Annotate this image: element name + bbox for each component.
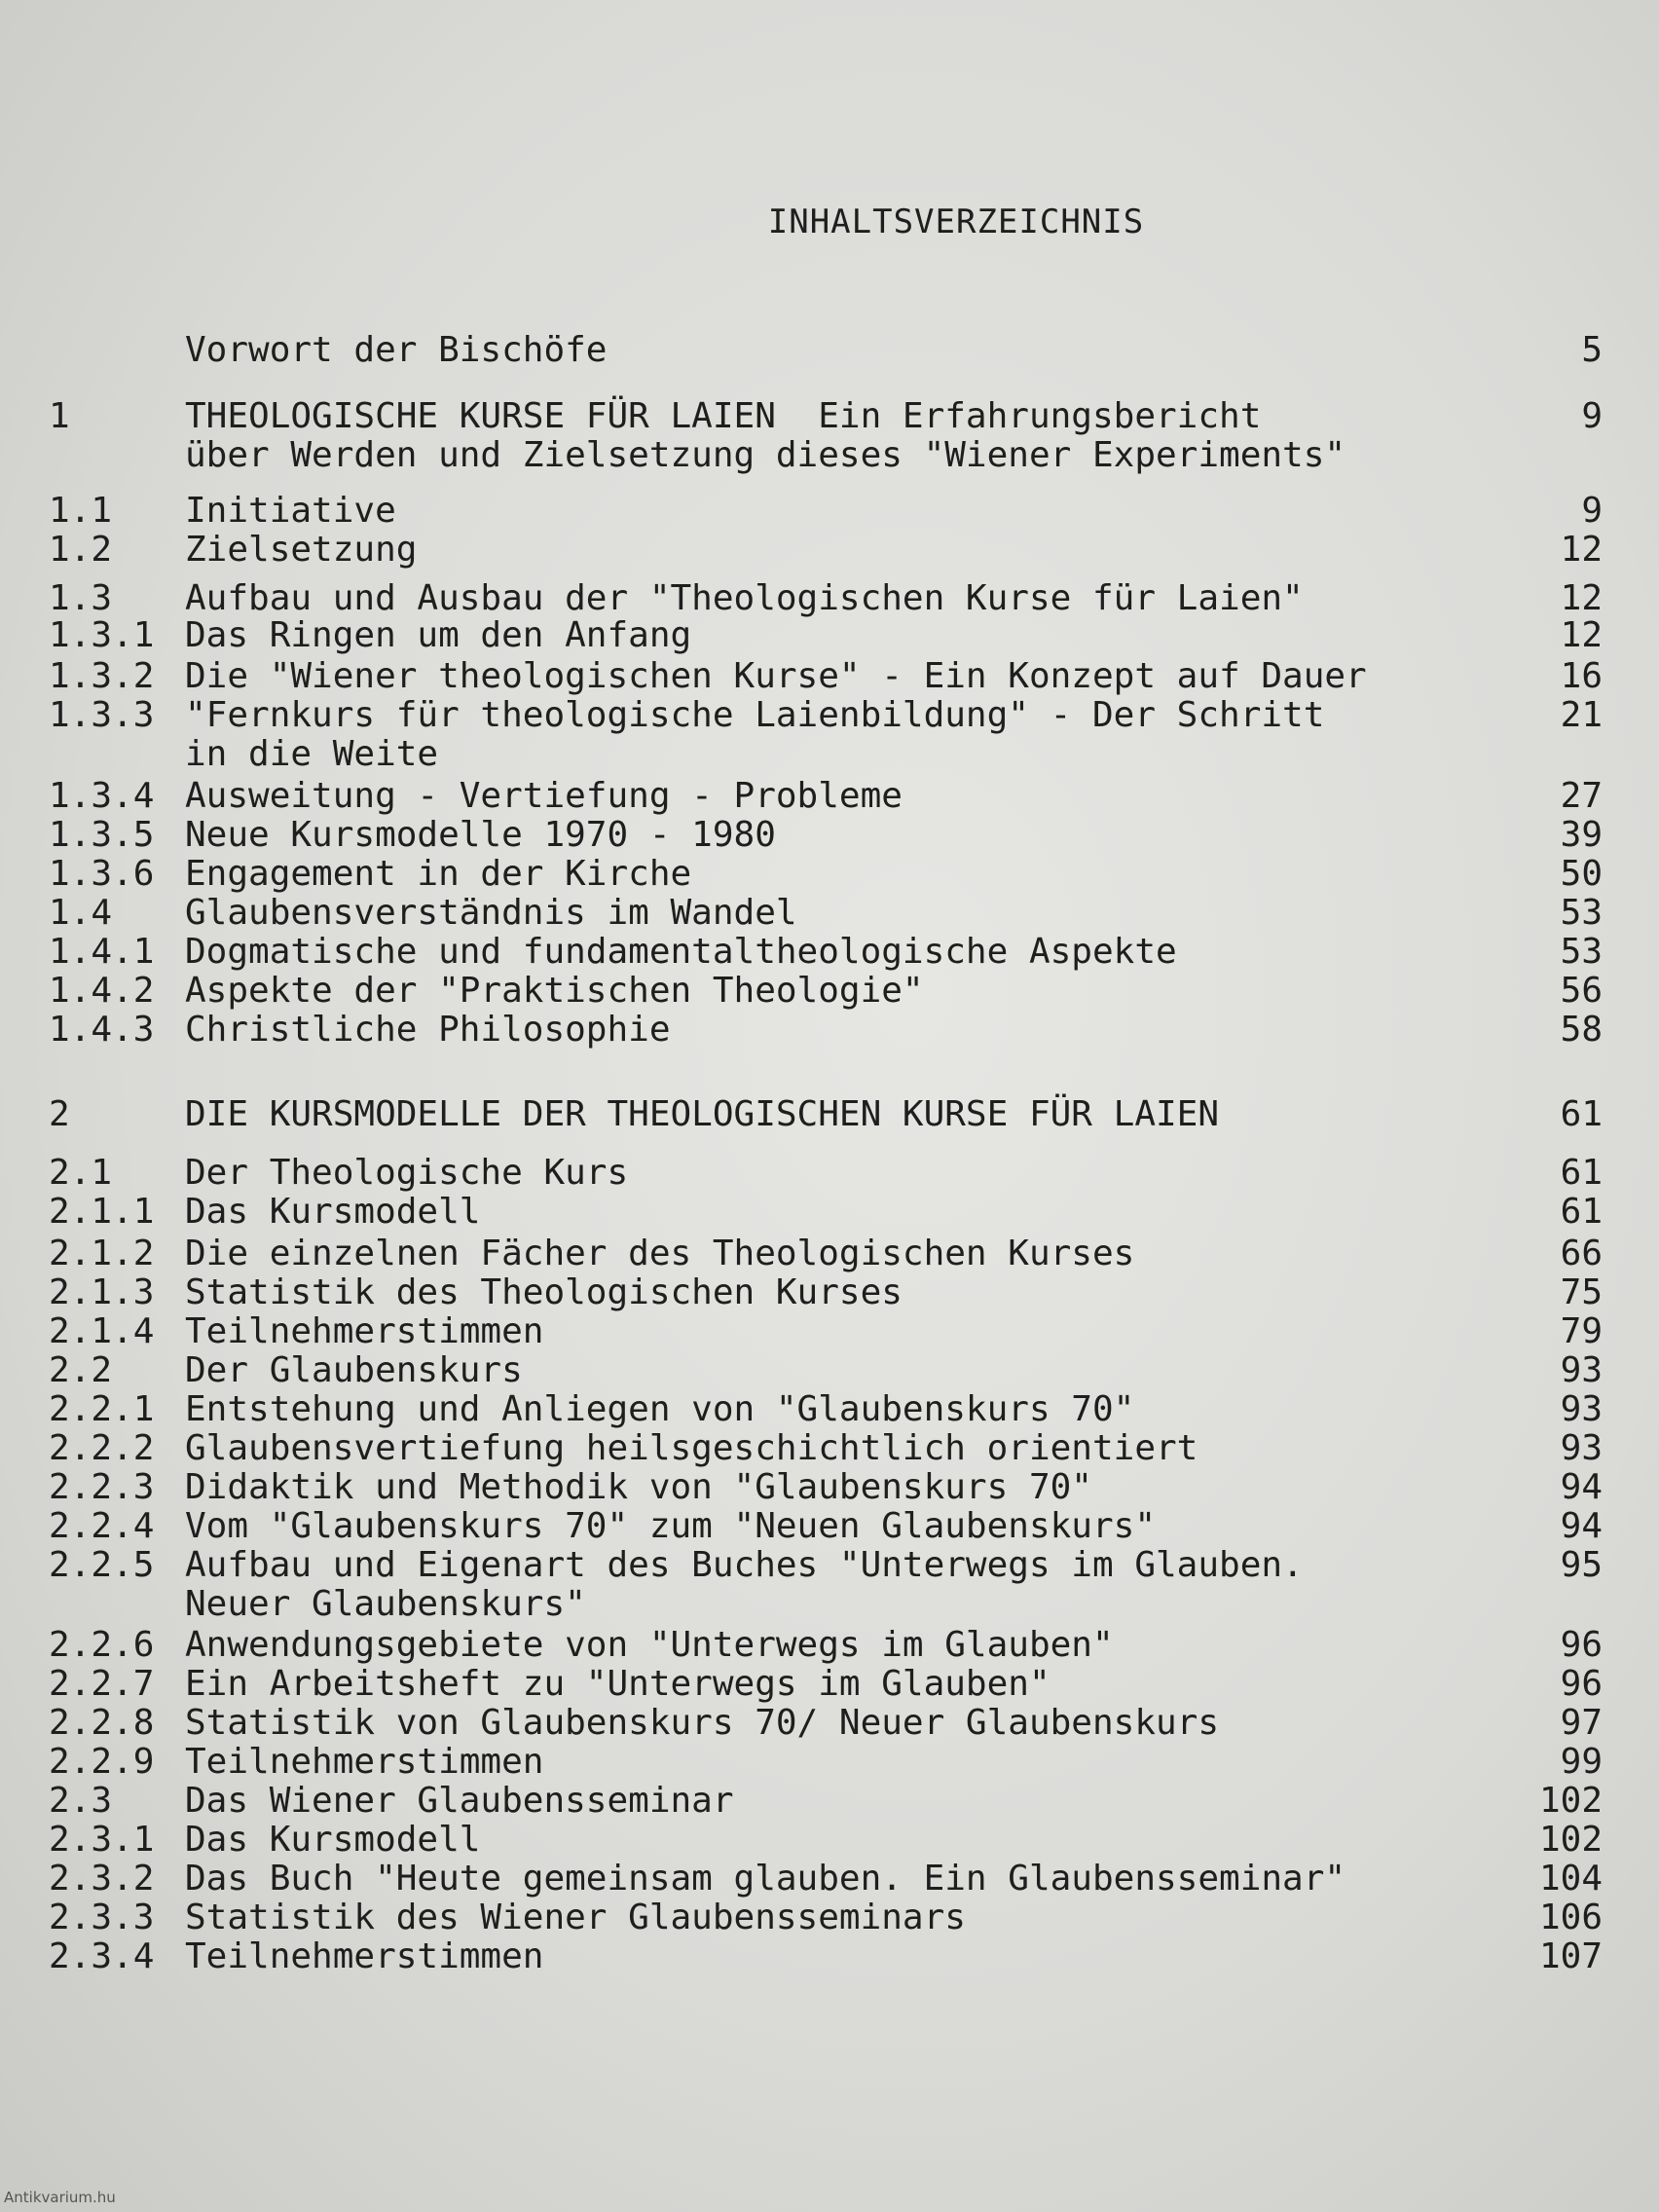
toc-entry-page: 107 <box>1538 1936 1603 1976</box>
toc-entry-title: Statistik des Wiener Glaubensseminars <box>185 1898 966 1937</box>
toc-entry-number: 2.2.2 <box>49 1428 155 1468</box>
toc-entry-page: 96 <box>1560 1664 1603 1704</box>
toc-entry-page: 21 <box>1560 695 1603 735</box>
toc-entry-title: Teilnehmerstimmen <box>185 1936 544 1976</box>
toc-entry-number: 1.1 <box>49 491 113 531</box>
toc-entry-title: Das Kursmodell <box>185 1192 481 1232</box>
toc-entry-page: 61 <box>1560 1094 1603 1134</box>
toc-entry-number: 2.1 <box>49 1153 113 1193</box>
toc-entry-number: 2.1.4 <box>49 1311 155 1351</box>
toc-entry-title: DIE KURSMODELLE DER THEOLOGISCHEN KURSE FÜR LAIEN <box>185 1094 1220 1134</box>
toc-entry-page: 39 <box>1560 815 1603 855</box>
toc-entry-title: Ausweitung - Vertiefung - Probleme <box>185 776 903 816</box>
toc-entry-page: 95 <box>1560 1545 1603 1585</box>
toc-entry-title: "Fernkurs für theologische Laienbildung" - Der Schritt in die Weite <box>185 695 1325 774</box>
toc-entry-page: 93 <box>1560 1350 1603 1390</box>
toc-entry-title: THEOLOGISCHE KURSE FÜR LAIEN Ein Erfahrungsbericht über Werden und Zielsetzung dieses "Wiener Experiments" <box>185 396 1346 475</box>
toc-entry-number: 1.4.1 <box>49 932 155 972</box>
toc-entry-page: 93 <box>1560 1389 1603 1429</box>
toc-entry-page: 53 <box>1560 932 1603 972</box>
toc-entry-page: 79 <box>1560 1311 1603 1351</box>
toc-entry-number: 1 <box>49 396 70 436</box>
toc-entry-title: Die einzelnen Fächer des Theologischen Kurses <box>185 1234 1135 1273</box>
toc-entry-page: 58 <box>1560 1010 1603 1050</box>
toc-entry-title: Aspekte der "Praktischen Theologie" <box>185 971 924 1011</box>
toc-entry-number: 1.3.4 <box>49 776 155 816</box>
toc-entry-page: 75 <box>1560 1272 1603 1312</box>
toc-entry-page: 102 <box>1538 1781 1603 1821</box>
toc-entry-number: 2.1.1 <box>49 1192 155 1232</box>
toc-entry-page: 50 <box>1560 854 1603 894</box>
toc-entry-page: 53 <box>1560 893 1603 933</box>
toc-entry-page: 9 <box>1581 396 1603 436</box>
toc-entry-number: 1.4 <box>49 893 113 933</box>
toc-entry-number: 2.3.3 <box>49 1898 155 1937</box>
toc-entry-number: 2.2.6 <box>49 1625 155 1665</box>
toc-entry-page: 9 <box>1581 491 1603 531</box>
toc-entry-number: 1.3.5 <box>49 815 155 855</box>
toc-entry-number: 1.4.2 <box>49 971 155 1011</box>
toc-entry-title: Dogmatische und fundamentaltheologische Aspekte <box>185 932 1177 972</box>
toc-entry-number: 2.2 <box>49 1350 113 1390</box>
toc-entry-title: Neue Kursmodelle 1970 - 1980 <box>185 815 776 855</box>
toc-entry-number: 2.3 <box>49 1781 113 1821</box>
toc-entry-title: Das Ringen um den Anfang <box>185 615 692 655</box>
toc-entry-title: Die "Wiener theologischen Kurse" - Ein Konzept auf Dauer <box>185 656 1367 696</box>
toc-entry-number: 2.1.2 <box>49 1234 155 1273</box>
toc-entry-title: Glaubensvertiefung heilsgeschichtlich orientiert <box>185 1428 1198 1468</box>
toc-entry-number: 2.3.1 <box>49 1820 155 1860</box>
toc-entry-page: 12 <box>1560 615 1603 655</box>
toc-entry-page: 61 <box>1560 1153 1603 1193</box>
toc-entry-number: 1.3.6 <box>49 854 155 894</box>
toc-entry-number: 2.3.2 <box>49 1859 155 1899</box>
toc-entry-title: Aufbau und Ausbau der "Theologischen Kurse für Laien" <box>185 578 1304 618</box>
toc-entry-number: 1.2 <box>49 530 113 570</box>
toc-entry-number: 2.2.4 <box>49 1506 155 1546</box>
toc-entry-page: 94 <box>1560 1506 1603 1546</box>
toc-entry-title: Das Buch "Heute gemeinsam glauben. Ein Glaubensseminar" <box>185 1859 1346 1899</box>
toc-entry-page: 16 <box>1560 656 1603 696</box>
toc-entry-page: 97 <box>1560 1703 1603 1743</box>
toc-entry-title: Anwendungsgebiete von "Unterwegs im Glauben" <box>185 1625 1114 1665</box>
toc-entry-title: Teilnehmerstimmen <box>185 1311 544 1351</box>
toc-entry-number: 1.3 <box>49 578 113 618</box>
toc-entry-number: 2.2.7 <box>49 1664 155 1704</box>
page-title: INHALTSVERZEICHNIS <box>767 203 1145 241</box>
toc-entry-page: 12 <box>1560 578 1603 618</box>
toc-entry-page: 94 <box>1560 1467 1603 1507</box>
watermark: Antikvarium.hu <box>4 2189 116 2206</box>
toc-entry-page: 93 <box>1560 1428 1603 1468</box>
toc-entry-page: 5 <box>1581 330 1603 370</box>
toc-entry-title: Statistik von Glaubenskurs 70/ Neuer Glaubenskurs <box>185 1703 1220 1743</box>
toc-entry-page: 66 <box>1560 1234 1603 1273</box>
toc-entry-title: Engagement in der Kirche <box>185 854 692 894</box>
toc-entry-title: Der Glaubenskurs <box>185 1350 523 1390</box>
toc-entry-number: 2.2.5 <box>49 1545 155 1585</box>
toc-entry-title: Initiative <box>185 491 396 531</box>
toc-entry-page: 106 <box>1538 1898 1603 1937</box>
toc-entry-page: 99 <box>1560 1742 1603 1782</box>
toc-entry-number: 2.2.8 <box>49 1703 155 1743</box>
toc-entry-title: Ein Arbeitsheft zu "Unterwegs im Glauben" <box>185 1664 1051 1704</box>
toc-entry-title: Das Kursmodell <box>185 1820 481 1860</box>
toc-entry-title: Das Wiener Glaubensseminar <box>185 1781 734 1821</box>
toc-entry-page: 61 <box>1560 1192 1603 1232</box>
toc-entry-title: Glaubensverständnis im Wandel <box>185 893 797 933</box>
toc-entry-page: 104 <box>1538 1859 1603 1899</box>
toc-entry-title: Teilnehmerstimmen <box>185 1742 544 1782</box>
toc-entry-title: Vorwort der Bischöfe <box>185 330 608 370</box>
toc-entry-page: 56 <box>1560 971 1603 1011</box>
toc-entry-page: 12 <box>1560 530 1603 570</box>
toc-entry-title: Entstehung und Anliegen von "Glaubenskurs 70" <box>185 1389 1135 1429</box>
toc-entry-number: 1.3.1 <box>49 615 155 655</box>
toc-entry-number: 2.3.4 <box>49 1936 155 1976</box>
toc-entry-number: 2 <box>49 1094 70 1134</box>
toc-entry-page: 96 <box>1560 1625 1603 1665</box>
toc-entry-number: 1.3.2 <box>49 656 155 696</box>
toc-entry-number: 2.2.3 <box>49 1467 155 1507</box>
toc-entry-number: 1.3.3 <box>49 695 155 735</box>
toc-entry-page: 27 <box>1560 776 1603 816</box>
toc-entry-title: Aufbau und Eigenart des Buches "Unterwegs im Glauben. Neuer Glaubenskurs" <box>185 1545 1304 1624</box>
toc-entry-title: Christliche Philosophie <box>185 1010 671 1050</box>
toc-entry-title: Vom "Glaubenskurs 70" zum "Neuen Glaubenskurs" <box>185 1506 1156 1546</box>
toc-entry-title: Der Theologische Kurs <box>185 1153 629 1193</box>
toc-entry-number: 1.4.3 <box>49 1010 155 1050</box>
toc-entry-number: 2.2.1 <box>49 1389 155 1429</box>
toc-entry-title: Zielsetzung <box>185 530 418 570</box>
toc-entry-title: Statistik des Theologischen Kurses <box>185 1272 903 1312</box>
toc-entry-title: Didaktik und Methodik von "Glaubenskurs 70" <box>185 1467 1092 1507</box>
toc-entry-number: 2.1.3 <box>49 1272 155 1312</box>
toc-entry-page: 102 <box>1538 1820 1603 1860</box>
toc-entry-number: 2.2.9 <box>49 1742 155 1782</box>
